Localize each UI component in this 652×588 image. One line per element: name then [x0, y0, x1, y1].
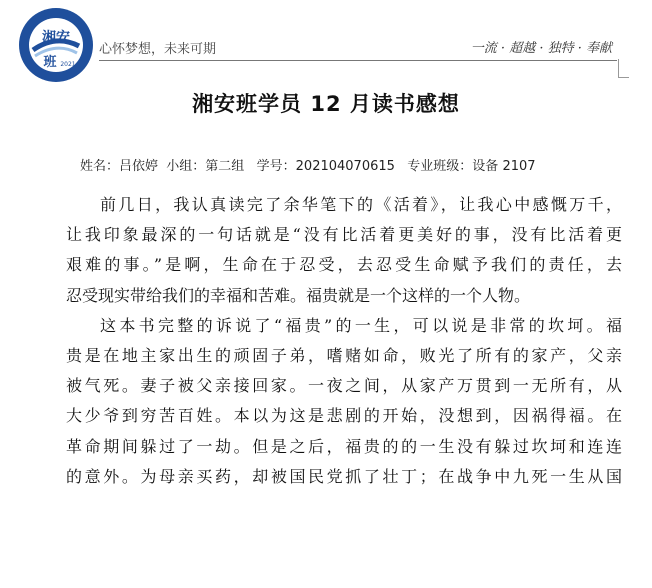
text-line: 大少爷到穷苦百姓。本以为这是悲剧的开始，没想到，因祸得福。在: [66, 406, 622, 426]
text-line: 贵是在地主家出生的顽固子弟，嗜赌如命，败光了所有的家产，父亲: [66, 345, 622, 365]
text-line: 革命期间躲过了一劫。但是之后，福贵的的一生没有躲过坎坷和连连: [66, 436, 622, 456]
text-line: 让我印象最深的一句话就是“没有比活着更美好的事，没有比活着更: [66, 225, 622, 245]
text-line: 被气死。妻子被父亲接回家。一夜之间，从家产万贯到一无所有，从: [66, 376, 622, 396]
logo-main-text: 湘安: [42, 30, 70, 46]
text-line: 前几日，我认真读完了余华笔下的《活着》，让我心中感慨万千，: [100, 195, 622, 214]
page-corner-mark: [618, 59, 629, 78]
paragraph-1: [66, 190, 622, 311]
header-slogan-right: 一流 · 超越 · 独特 · 奉献: [470, 41, 612, 56]
essay-body: [66, 190, 622, 492]
text-line: 忍受现实带给我们的幸福和苦难。福贵就是一个这样的一个人物。: [66, 285, 531, 305]
logo-sub-text: 班: [43, 55, 57, 70]
student-info-line: 姓名：吕依婷 小组：第二组 学号：202104070615 专业班级：设备 2107: [80, 159, 536, 174]
header-divider: [99, 60, 617, 61]
header-slogan-left: 心怀梦想，未来可期: [99, 42, 217, 57]
text-line: 这本书完整的诉说了“福贵”的一生，可以说是非常的坎坷。福: [100, 315, 622, 335]
text-line: 艰难的事。”是啊，生命在于忍受，去忍受生命赋予我们的责任，去: [66, 255, 622, 275]
text-line: 的意外。为母亲买药，却被国民党抓了壮丁；在战争中九死一生从国: [66, 466, 622, 486]
school-logo: [17, 6, 95, 84]
paragraph-2: [66, 311, 622, 492]
logo-year-text: 2021: [60, 61, 76, 68]
document-title: 湘安班学员 12 月读书感想: [192, 92, 460, 116]
